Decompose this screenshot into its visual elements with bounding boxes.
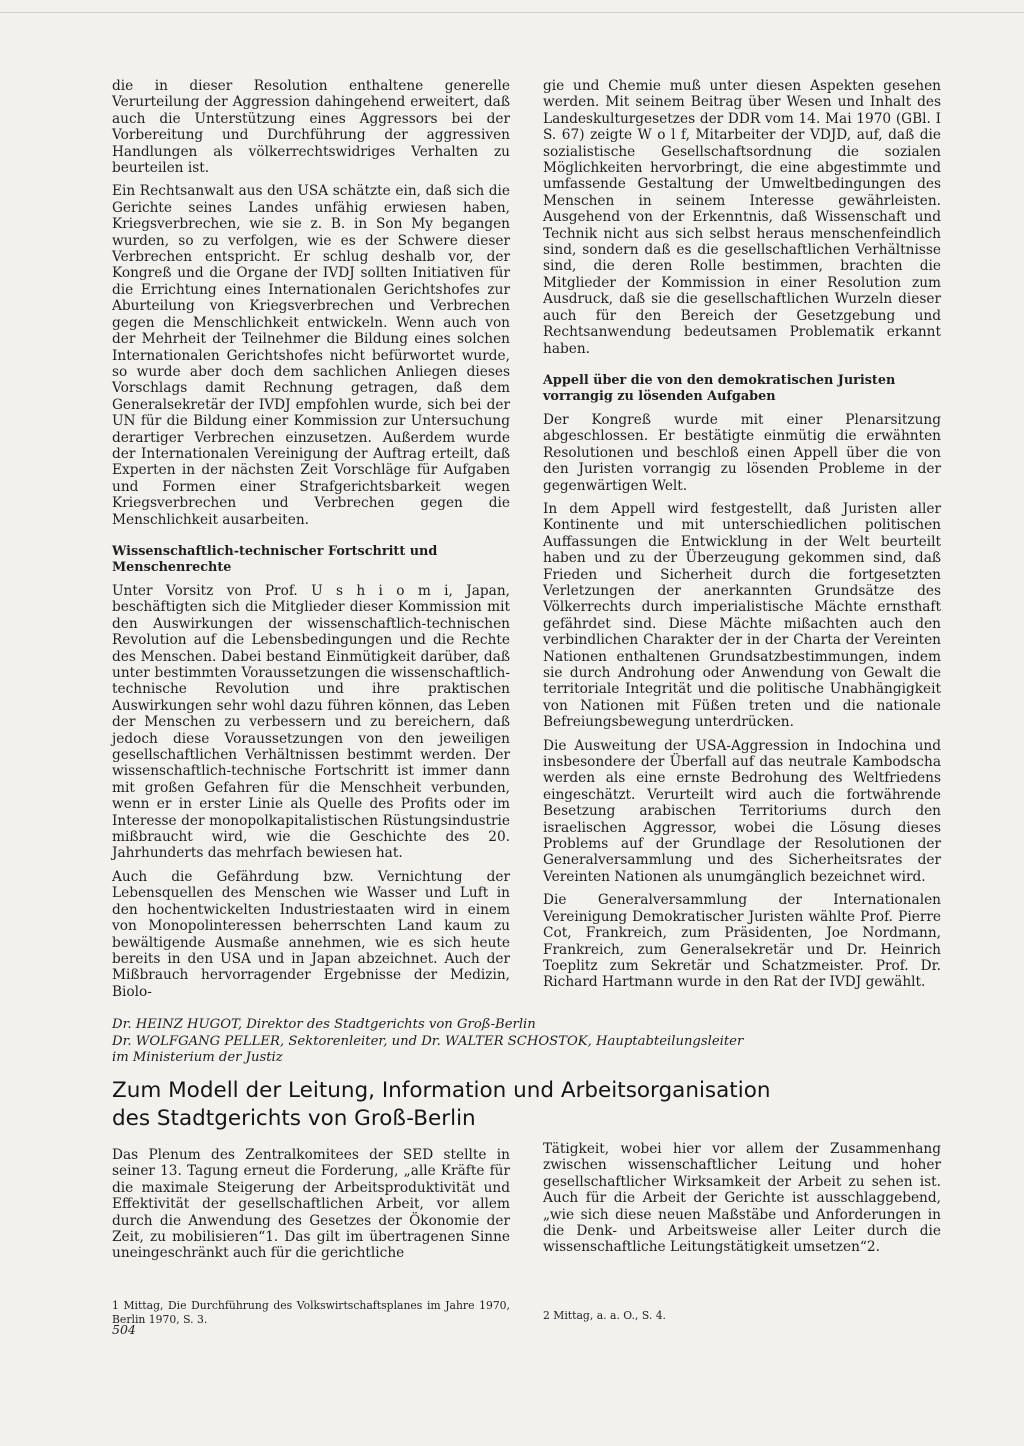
article-left-column bbox=[112, 1147, 510, 1269]
paragraph: Der Kongreß wurde mit einer Plenarsitzung abgeschlossen. Er bestätigte einmütig die erwähnten Resolutionen und beschloß einen Appell über die von den Juristen vorrangig zu lösenden Probleme in der gegenwärtigen Welt. bbox=[543, 411, 941, 494]
author-byline bbox=[112, 1017, 912, 1067]
footnote: 2 Mittag, a. a. O., S. 4. bbox=[543, 1309, 666, 1322]
author-line: Dr. HEINZ HUGOT, Direktor des Stadtgerichts von Groß-Berlin bbox=[112, 1017, 536, 1032]
paragraph: In dem Appell wird festgestellt, daß Juristen aller Kontinente und mit unterschiedlichen politischen Auffassungen die Entwicklung in der Welt beurteilt haben und zu der Überzeugung gekommen sind, daß Frieden und Sicherheit durch die fortgesetzten Verletzungen der anerkannten Grundsätze des Völkerrechts durch imperialistische Mächte ernsthaft gefährdet sind. Diese Mächte mißachten auch den verbindlichen Charakter der in der Charta der Vereinten Nationen enthaltenen Grundsatzbestimmungen, indem sie durch Androhung oder Anwendung von Gewalt die territoriale Integrität und die politische Unabhängigkeit von Nationen mit Füßen treten und die nationale Befreiungsbewegung unterdrücken. bbox=[543, 500, 941, 731]
section-heading: Wissenschaftlich-technischer Fortschritt und Menschenrechte bbox=[112, 543, 438, 575]
page-number: 504 bbox=[112, 1322, 136, 1337]
paragraph: Ein Rechtsanwalt aus den USA schätzte ein, daß sich die Gerichte seines Landes unfähig erwiesen haben, Kriegsverbrechen, wie sie z. B. in Son My begangen wurden, so zu verfolgen, wie es der Schwere dieser Verbrechen entspricht. Er schlug deshalb vor, der Kongreß und die Organe der IVDJ sollten Initiativen für die Errichtung eines Internationalen Gerichtshofes zur Aburteilung von Kriegsverbrechen und Verbrechen gegen die Menschlichkeit entwickeln. Wenn auch von der Mehrheit der Teilnehmer die Bildung eines solchen Internationalen Gerichtshofes nicht befürwortet wurde, so wurde aber doch dem sachlichen Anliegen dieses Vorschlags damit Rechnung getragen, daß dem Generalsekretär der IVDJ empfohlen wurde, sich bei der UN für die Bildung einer Kommission zur Untersuchung derartiger Verbrechen einzusetzen. Außerdem wurde der Internationalen Vereinigung der Auftrag erteilt, daß Experten in der nächsten Zeit Vorschläge für Aufgaben und Formen einer Strafgerichtsbarkeit wegen Kriegsverbrechen und Verbrechen gegen die Menschlichkeit ausarbeiten. bbox=[112, 183, 510, 528]
scan-edge-line bbox=[0, 12, 1024, 13]
paragraph: Das Plenum des Zentralkomitees der SED stellte in seiner 13. Tagung erneut die Forderung, „alle Kräfte für die maximale Steigerung der Arbeitsproduktivität und Effektivität der gesellschaftlichen Arbeit, vor allem durch die Anwendung des Gesetzes der Ökonomie der Zeit, zu mobilisieren“1. Das gilt im übertragenen Sinne uneingeschränkt auch für die gerichtliche bbox=[112, 1147, 510, 1262]
paragraph: die in dieser Resolution enthaltene generelle Verurteilung der Aggression dahingehend erweitert, daß auch die Unterstützung eines Aggressors bei der Vorbereitung und Durchführung der aggressiven Handlungen als völkerrechtswidriges Verhalten zu beurteilen ist. bbox=[112, 78, 510, 177]
article-title-line: des Stadtgerichts von Groß-Berlin bbox=[112, 1105, 476, 1131]
right-column bbox=[543, 78, 941, 998]
article-right-column bbox=[543, 1141, 941, 1263]
paragraph: Unter Vorsitz von Prof. U s h i o m i, Japan, beschäftigten sich die Mitglieder dieser Kommission mit den Auswirkungen der wissenschaftlich-technischen Revolution auf die Lebensbedingungen und die Rechte des Menschen. Dabei bestand Einmütigkeit darüber, daß unter bestimmten Voraussetzungen die wissenschaftlich-technische Revolution und ihre praktischen Auswirkungen sehr wohl dazu führen können, das Leben der Menschen zu verbessern und zu bereichern, daß jedoch diese Voraussetzungen von den jeweiligen gesellschaftlichen Verhältnissen bestimmt werden. Der wissenschaftlich-technische Fortschritt ist immer dann mit großen Gefahren für die Menschheit verbunden, wenn er in erster Linie als Quelle des Profits oder im Interesse der monopolkapitalistischen Rüstungsindustrie mißbraucht wird, wie die Geschichte des 20. Jahrhunderts das mehrfach bewiesen hat. bbox=[112, 582, 510, 862]
footnote: 1 Mittag, Die Durchführung des Volkswirtschaftsplanes im Jahre 1970, Berlin 1970, S. 3. bbox=[112, 1299, 510, 1326]
author-line: Dr. WOLFGANG PELLER, Sektorenleiter, und Dr. WALTER SCHOSTOK, Hauptabteilungsleiter bbox=[112, 1033, 744, 1049]
paragraph: Tätigkeit, wobei hier vor allem der Zusammenhang zwischen wissenschaftlicher Leitung und hoher gesellschaftlicher Wirksamkeit der Arbeit zu sehen ist. Auch für die Arbeit der Gerichte ist ausschlaggebend, „wie sich diese neuen Maßstäbe und Anforderungen in die Denk- und Arbeitsweise aller Leiter durch die wissenschaftliche Leitungstätigkeit umsetzen“2. bbox=[543, 1141, 941, 1256]
paragraph: Die Ausweitung der USA-Aggression in Indochina und insbesondere der Überfall auf das neutrale Kambodscha werden als eine ernste Bedrohung des Weltfriedens eingeschätzt. Verurteilt wird auch die fortwährende Besetzung arabischen Territoriums durch den israelischen Aggressor, wobei die Lösung dieses Problems auf der Grundlage der Resolutionen der Generalversammlung und des Sicherheitsrates der Vereinten Nationen als unumgänglich bezeichnet wird. bbox=[543, 737, 941, 885]
paragraph: Auch die Gefährdung bzw. Vernichtung der Lebensquellen des Menschen wie Wasser und Luft in den hochentwickelten Industriestaaten wird in einem von Monopolinteressen beherrschten Land kaum zu bewältigende Ausmaße annehmen, wie es sich heute bereits in den USA und in Japan abzeichnet. Auch der Mißbrauch hervorragender Ergebnisse der Medizin, Biolo- bbox=[112, 868, 510, 1000]
article-title bbox=[112, 1077, 932, 1132]
section-heading: Appell über die von den demokratischen Juristen vorrangig zu lösenden Aufgaben bbox=[543, 372, 896, 404]
author-line: im Ministerium der Justiz bbox=[112, 1050, 283, 1065]
article-title-line: Zum Modell der Leitung, Information und Arbeitsorganisation bbox=[112, 1078, 771, 1103]
left-column bbox=[112, 78, 510, 1007]
paragraph: gie und Chemie muß unter diesen Aspekten gesehen werden. Mit seinem Beitrag über Wesen und Inhalt des Landeskulturgesetzes der DDR vom 14. Mai 1970 (GBl. I S. 67) zeigte W o l f, Mitarbeiter der VDJD, auf, daß die sozialistische Gesellschaftsordnung die sozialen Möglichkeiten hervorbringt, die eine abgestimmte und umfassende Gestaltung der Umweltbedingungen des Menschen in seinem Interesse gewährleisten. Ausgehend von der Erkenntnis, daß Wissenschaft und Technik nicht aus sich selbst heraus menschenfeindlich sind, sondern daß es die gesellschaftlichen Verhältnisse sind, die deren Rolle bestimmen, brachten die Mitglieder der Kommission in einer Resolution zum Ausdruck, daß sie die gesellschaftlichen Wurzeln dieser auch für den Bereich der Gesetzgebung und Rechtsanwendung bedeutsamen Problematik erkannt haben. bbox=[543, 78, 941, 357]
paragraph: Die Generalversammlung der Internationalen Vereinigung Demokratischer Juristen wählte Prof. Pierre Cot, Frankreich, zum Präsidenten, Joe Nordmann, Frankreich, zum Generalsekretär und Dr. Heinrich Toeplitz zum Sekretär und Schatzmeister. Prof. Dr. Richard Hartmann wurde in den Rat der IVDJ gewählt. bbox=[543, 892, 941, 991]
